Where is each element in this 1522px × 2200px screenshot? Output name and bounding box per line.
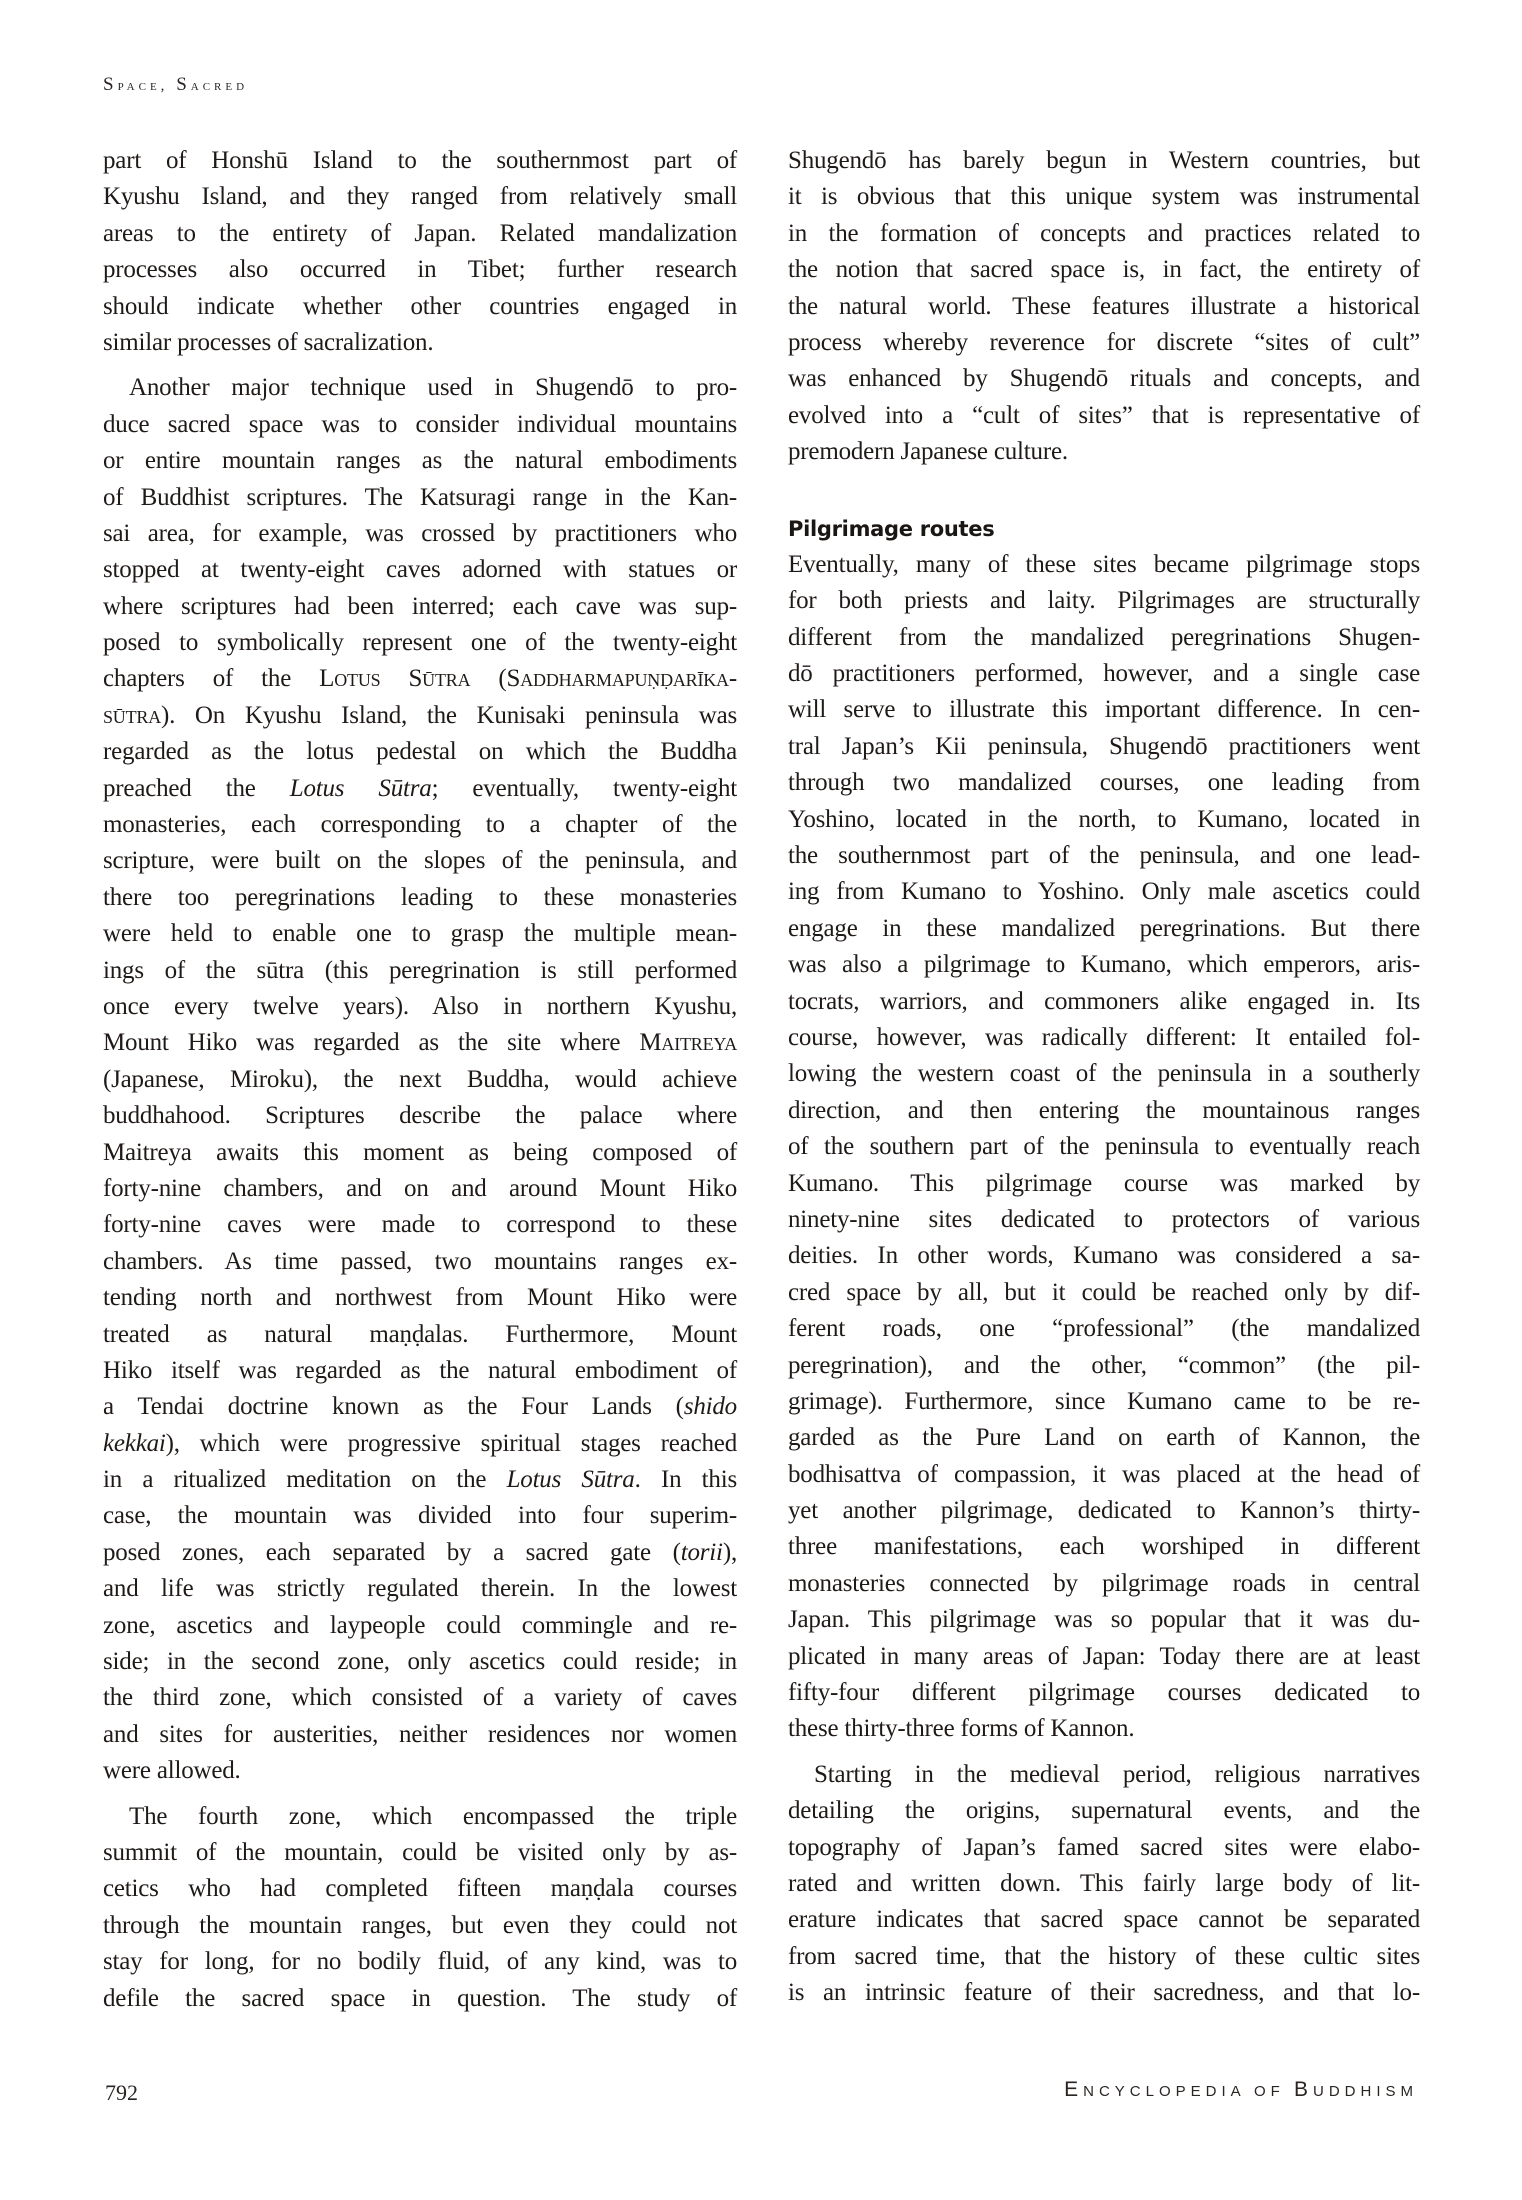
text-line (788, 1238, 1420, 1274)
text-line (788, 1639, 1420, 1675)
text-run: from sacred time, that the history of these cultic sites (788, 1942, 1420, 1970)
text-run: Mount Hiko was regarded as the site where (103, 1029, 640, 1057)
text-run: there too peregrinations leading to these monasteries (103, 883, 737, 911)
text-run: of the southern part of the peninsula to eventually reach (788, 1133, 1420, 1161)
text-run: erature indicates that sacred space cannot be separated (788, 1906, 1420, 1934)
text-line (788, 656, 1420, 692)
text-run: three manifestations, each worshiped in different (788, 1533, 1420, 1561)
text-run: scripture, were built on the slopes of the peninsula, and (103, 847, 737, 875)
text-line (788, 434, 1420, 470)
running-head-text: S (103, 74, 118, 95)
text-run: is an intrinsic feature of their sacredness, and that lo- (788, 1979, 1420, 2007)
text-line (103, 843, 737, 879)
text-line (103, 407, 737, 443)
text-run: through two mandalized courses, one leading from (788, 769, 1420, 797)
text-run: ferent roads, one “professional” (the mandalized (788, 1315, 1420, 1343)
text-line (103, 516, 737, 552)
text-run: Starting in the medieval period, religious narratives (814, 1760, 1420, 1788)
text-run: ; eventually, twenty-eight (431, 774, 738, 802)
text-run: cred space by all, but it could be reached only by dif- (788, 1278, 1420, 1306)
text-run: direction, and then entering the mountainous ranges (788, 1096, 1420, 1124)
text-line (103, 589, 737, 625)
text-line (788, 583, 1420, 619)
text-line (788, 1420, 1420, 1456)
text-line (788, 947, 1420, 983)
text-run: were held to enable one to grasp the multiple mean- (103, 920, 737, 948)
text-run: Eventually, many of these sites became pilgrimage stops (788, 550, 1420, 578)
text-run: Japan. This pilgrimage was so popular that it was du- (788, 1606, 1420, 1634)
text-run: defile the sacred space in question. The study of (103, 1984, 737, 2012)
text-line (788, 1457, 1420, 1493)
text-line (103, 953, 737, 989)
text-run: Shugendō has barely begun in Western countries, but (788, 147, 1420, 174)
text-run: posed zones, each separated by a sacred gate ( (103, 1538, 681, 1566)
text-run: ), which were progressive spiritual stages reached (165, 1429, 737, 1457)
text-run: lowing the western coast of the peninsula in a southerly (788, 1060, 1420, 1088)
text-line (788, 1348, 1420, 1384)
text-run: detailing the origins, supernatural events, and the (788, 1797, 1420, 1825)
text-run: bodhisattva of compassion, it was placed at the head of (788, 1460, 1420, 1488)
spacer (103, 361, 737, 370)
right-column (788, 143, 1420, 2012)
small-caps-term: Saddharmapuṇḍarīka- (506, 665, 737, 693)
text-run: preached the (103, 774, 290, 802)
text-run: peregrination), and the other, “common” (the pil- (788, 1351, 1420, 1379)
text-line (103, 1799, 737, 1835)
text-run: through the mountain ranges, but even they could not (103, 1911, 737, 1939)
text-line (103, 661, 737, 697)
running-head-text: S (176, 74, 191, 95)
italic-term: Lotus Sūtra (289, 774, 432, 802)
text-run: fifty-four different pilgrimage courses dedicated to (788, 1679, 1420, 1707)
text-run: were allowed. (103, 1757, 241, 1785)
text-line (788, 1830, 1420, 1866)
text-run: rated and written down. This fairly large body of lit- (788, 1869, 1420, 1897)
text-line (103, 698, 737, 734)
text-run: zone, ascetics and laypeople could commingle and re- (103, 1611, 737, 1639)
text-run: will serve to illustrate this important difference. In cen- (788, 696, 1420, 724)
text-run: buddhahood. Scriptures describe the palace where (103, 1102, 737, 1130)
text-run: ). On Kyushu Island, the Kunisaki peninsula was (161, 701, 737, 729)
text-line (788, 765, 1420, 801)
text-line (103, 1389, 737, 1425)
paragraph (788, 143, 1420, 471)
text-line (103, 443, 737, 479)
text-run: case, the mountain was divided into four superim- (103, 1502, 737, 1530)
text-line (788, 692, 1420, 728)
italic-term: shido (683, 1393, 737, 1421)
text-line (103, 734, 737, 770)
section-heading: Pilgrimage routes (788, 516, 995, 541)
spacer (788, 471, 1420, 511)
text-run: plicated in many areas of Japan: Today there are at least (788, 1642, 1420, 1670)
text-line (788, 361, 1420, 397)
text-line (788, 620, 1420, 656)
text-line (103, 880, 737, 916)
text-run: the southernmost part of the peninsula, and one lead- (788, 842, 1420, 870)
text-line (788, 1793, 1420, 1829)
text-run: processes also occurred in Tibet; further research (103, 256, 737, 284)
text-run: part of Honshū Island to the southernmost part of (103, 147, 737, 174)
text-line (103, 1498, 737, 1534)
italic-term: torii (680, 1538, 723, 1566)
text-line (103, 1908, 737, 1944)
text-run: duce sacred space was to consider individual mountains (103, 410, 737, 438)
text-line (788, 547, 1420, 583)
text-run: deities. In other words, Kumano was considered a sa- (788, 1242, 1420, 1270)
footer-book-title (1064, 2078, 1418, 2102)
text-run: process whereby reverence for discrete “sites of cult” (788, 328, 1420, 356)
text-run: The fourth zone, which encompassed the triple (129, 1802, 737, 1830)
text-line (103, 1608, 737, 1644)
text-line (103, 1944, 737, 1980)
text-run: grimage). Furthermore, since Kumano came to be re- (788, 1387, 1420, 1415)
text-run: of Buddhist scriptures. The Katsuragi range in the Kan- (103, 483, 737, 511)
text-line (788, 984, 1420, 1020)
text-run: a Tendai doctrine known as the Four Lands ( (103, 1393, 684, 1421)
text-run: Kumano. This pilgrimage course was marked by (788, 1169, 1420, 1197)
text-run: monasteries, each corresponding to a chapter of the (103, 811, 737, 839)
italic-term: kekkai (103, 1429, 166, 1457)
italic-term: Lotus Sūtra (506, 1466, 635, 1494)
text-line (788, 729, 1420, 765)
text-line (103, 1135, 737, 1171)
text-run: was enhanced by Shugendō rituals and concepts, and (788, 365, 1420, 393)
text-run: areas to the entirety of Japan. Related mandalization (103, 219, 737, 247)
text-run: cetics who had completed fifteen maṇḍala courses (103, 1875, 737, 1903)
text-line (788, 1093, 1420, 1129)
text-run: . In this (634, 1466, 737, 1494)
text-line (788, 1166, 1420, 1202)
text-line (788, 1056, 1420, 1092)
text-line (788, 1529, 1420, 1565)
small-caps-term: Maitreya (639, 1029, 737, 1057)
text-line (788, 1675, 1420, 1711)
text-run: course, however, was radically different: It entailed fol- (788, 1023, 1420, 1051)
text-line (103, 1717, 737, 1753)
text-line (103, 1062, 737, 1098)
text-line (788, 216, 1420, 252)
text-line (103, 216, 737, 252)
text-line (103, 1426, 737, 1462)
text-line (103, 370, 737, 406)
text-line (103, 1280, 737, 1316)
running-head (103, 74, 248, 96)
text-run: Hiko itself was regarded as the natural embodiment of (103, 1356, 737, 1384)
text-line (103, 1644, 737, 1680)
text-line (788, 1711, 1420, 1747)
text-run: ( (470, 665, 507, 693)
footer-title-text: E (1064, 2078, 1084, 2101)
text-run: summit of the mountain, could be visited only by as- (103, 1838, 737, 1866)
text-run: dō practitioners performed, however, and a single case (788, 660, 1420, 688)
text-run: ), (722, 1538, 737, 1566)
text-run: sai area, for example, was crossed by practitioners who (103, 519, 737, 547)
text-line (103, 807, 737, 843)
left-column (103, 143, 737, 2017)
text-line (788, 1020, 1420, 1056)
text-run: topography of Japan’s famed sacred sites were elabo- (788, 1833, 1420, 1861)
spacer (103, 1790, 737, 1799)
text-line (103, 1244, 737, 1280)
text-line (788, 911, 1420, 947)
text-run: in a ritualized meditation on the (103, 1466, 507, 1494)
text-line (788, 874, 1420, 910)
text-line (103, 1835, 737, 1871)
text-run: for both priests and laity. Pilgrimages are structurally (788, 587, 1420, 615)
text-line (788, 1129, 1420, 1165)
text-run: in the formation of concepts and practices related to (788, 219, 1420, 247)
text-line (103, 289, 737, 325)
text-run: stay for long, for no bodily fluid, of any kind, was to (103, 1948, 737, 1976)
text-line (788, 1275, 1420, 1311)
text-line (788, 1902, 1420, 1938)
paragraph (788, 547, 1420, 1748)
text-line (103, 916, 737, 952)
text-run: tral Japan’s Kii peninsula, Shugendō practitioners went (788, 732, 1420, 760)
text-line (788, 289, 1420, 325)
paragraph (103, 1799, 737, 2017)
text-run: ing from Kumano to Yoshino. Only male ascetics could (788, 878, 1420, 906)
text-run: Maitreya awaits this moment as being composed of (103, 1138, 737, 1166)
footer-title-text: B (1293, 2078, 1313, 2101)
text-run: and life was strictly regulated therein. In the lowest (103, 1575, 737, 1603)
text-line (103, 1462, 737, 1498)
text-line (103, 771, 737, 807)
text-line (103, 1571, 737, 1607)
text-line (103, 1098, 737, 1134)
text-run: these thirty-three forms of Kannon. (788, 1715, 1135, 1743)
text-run: tending north and northwest from Mount Hiko were (103, 1284, 737, 1312)
text-run: and sites for austerities, neither residences nor women (103, 1720, 737, 1748)
text-run: ings of the sūtra (this peregrination is still performed (103, 956, 737, 984)
running-head-text: pace, (117, 78, 177, 94)
text-line (788, 1866, 1420, 1902)
text-line (788, 1311, 1420, 1347)
text-run: engage in these mandalized peregrinations. But there (788, 914, 1420, 942)
text-line (103, 325, 737, 361)
text-line (103, 1981, 737, 2017)
text-run: where scriptures had been interred; each cave was sup- (103, 592, 737, 620)
text-run: Yoshino, located in the north, to Kumano, located in (788, 805, 1420, 833)
text-run: the third zone, which consisted of a variety of caves (103, 1684, 737, 1712)
text-line (788, 179, 1420, 215)
text-run: Another major technique used in Shugendō to pro- (129, 374, 737, 402)
text-run: similar processes of sacralization. (103, 328, 434, 356)
text-line (788, 1975, 1420, 2011)
text-run: different from the mandalized peregrinations Shugen- (788, 623, 1420, 651)
text-run: side; in the second zone, only ascetics could reside; in (103, 1648, 737, 1676)
text-run: tocrats, warriors, and commoners alike engaged in. Its (788, 987, 1420, 1015)
text-run: regarded as the lotus pedestal on which the Buddha (103, 738, 737, 766)
spacer (788, 1748, 1420, 1757)
footer-title-text: UDDHISM (1313, 2083, 1418, 2100)
text-line (103, 179, 737, 215)
text-line (103, 252, 737, 288)
text-line (103, 552, 737, 588)
text-line (788, 1939, 1420, 1975)
text-line (788, 398, 1420, 434)
text-line (788, 1566, 1420, 1602)
text-line (103, 989, 737, 1025)
paragraph (103, 143, 737, 361)
text-line (103, 1680, 737, 1716)
footer-title-text: NCYCLOPEDIA OF (1083, 2083, 1294, 2100)
text-line (788, 1493, 1420, 1529)
text-run: ninety-nine sites dedicated to protectors of various (788, 1205, 1420, 1233)
text-line (103, 1535, 737, 1571)
text-run: forty-nine chambers, and on and around Mount Hiko (103, 1174, 737, 1202)
text-line (103, 1353, 737, 1389)
paragraph (788, 1757, 1420, 2012)
text-run: chapters of the (103, 665, 320, 693)
text-run: the natural world. These features illustrate a historical (788, 292, 1420, 320)
text-run: should indicate whether other countries engaged in (103, 292, 737, 320)
text-line (103, 1317, 737, 1353)
text-line (788, 1384, 1420, 1420)
text-run: once every twelve years). Also in northern Kyushu, (103, 992, 737, 1020)
text-line (103, 480, 737, 516)
paragraph (103, 370, 737, 1789)
text-run: Kyushu Island, and they ranged from relatively small (103, 183, 737, 211)
text-line (788, 1602, 1420, 1638)
text-run: posed to symbolically represent one of the twenty-eight (103, 629, 737, 657)
text-line (103, 1753, 737, 1789)
text-line (788, 1202, 1420, 1238)
text-run: stopped at twenty-eight caves adorned with statues or (103, 556, 737, 584)
text-line (103, 625, 737, 661)
text-run: premodern Japanese culture. (788, 438, 1068, 466)
text-run: it is obvious that this unique system was instrumental (788, 183, 1420, 211)
text-line (788, 1757, 1420, 1793)
running-head-text: acred (190, 78, 249, 94)
text-run: evolved into a “cult of sites” that is representative of (788, 401, 1420, 429)
text-run: the notion that sacred space is, in fact, the entirety of (788, 256, 1420, 284)
text-line (788, 143, 1420, 179)
text-run: garded as the Pure Land on earth of Kannon, the (788, 1424, 1420, 1452)
text-run: (Japanese, Miroku), the next Buddha, would achieve (103, 1065, 737, 1093)
text-line (103, 1025, 737, 1061)
text-line (788, 252, 1420, 288)
text-run: forty-nine caves were made to correspond to these (103, 1211, 737, 1239)
text-line (788, 325, 1420, 361)
text-run: treated as natural maṇḍalas. Furthermore, Mount (103, 1320, 737, 1348)
text-line (103, 1207, 737, 1243)
small-caps-term: Lotus Sūtra (319, 665, 471, 693)
text-run: yet another pilgrimage, dedicated to Kannon’s thirty- (788, 1497, 1420, 1525)
text-run: or entire mountain ranges as the natural embodiments (103, 447, 737, 475)
text-run: was also a pilgrimage to Kumano, which emperors, aris- (788, 951, 1420, 979)
page-number: 792 (105, 2080, 138, 2105)
text-line (103, 1871, 737, 1907)
text-run: monasteries connected by pilgrimage roads in central (788, 1569, 1420, 1597)
small-caps-term: sūtra (103, 701, 162, 729)
text-line (103, 143, 737, 179)
text-line (788, 838, 1420, 874)
text-line (103, 1171, 737, 1207)
text-run: chambers. As time passed, two mountains ranges ex- (103, 1247, 737, 1275)
text-line (788, 802, 1420, 838)
